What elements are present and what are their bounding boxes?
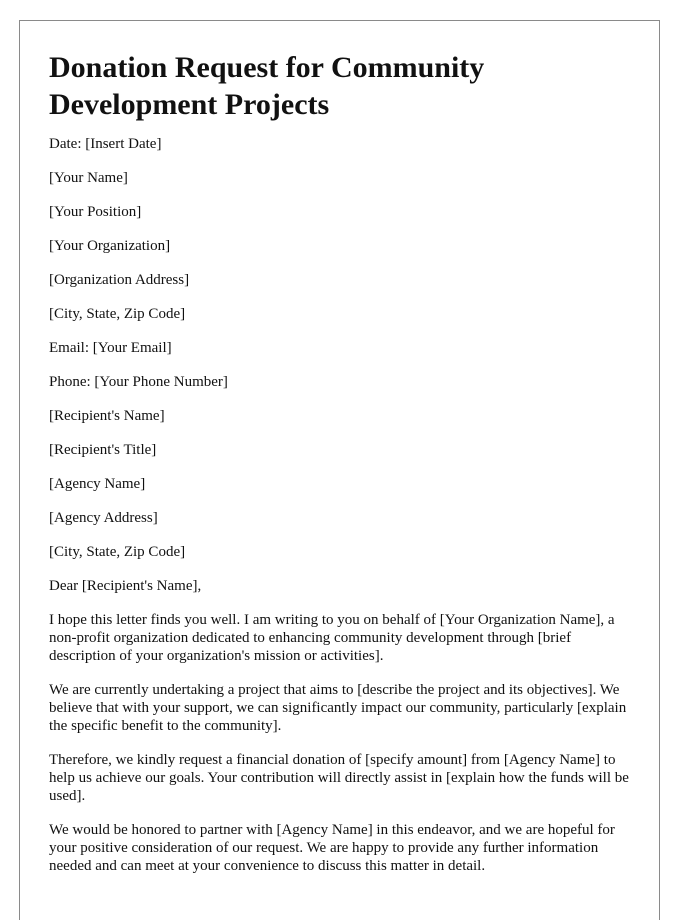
body-paragraph-closing: We would be honored to partner with [Agency Name] in this endeavor, and we are hopeful for your positive consideration of our request. We are happy to provide any further information needed and can meet at your convenience to discuss this matter in detail. xyxy=(49,822,615,874)
letter-title: Donation Request for Community Development Projects xyxy=(49,51,485,121)
body-paragraph-project: We are currently undertaking a project that aims to [describe the project and its objectives]. We believe that with your support, we can significantly impact our community, particularly [explain the specific benefit to the community]. xyxy=(49,682,627,734)
letter-page xyxy=(19,20,660,920)
date-line: Date: [Insert Date] xyxy=(49,136,162,152)
sender-email: Email: [Your Email] xyxy=(49,340,172,356)
sender-address: [Organization Address] xyxy=(49,272,190,288)
sender-position: [Your Position] xyxy=(49,204,142,220)
recipient-name: [Recipient's Name] xyxy=(49,408,165,424)
recipient-title: [Recipient's Title] xyxy=(49,442,157,458)
agency-address: [Agency Address] xyxy=(49,510,158,526)
letter-header xyxy=(49,135,630,595)
agency-city-state-zip: [City, State, Zip Code] xyxy=(49,544,186,560)
sender-phone: Phone: [Your Phone Number] xyxy=(49,374,228,390)
salutation: Dear [Recipient's Name], xyxy=(49,578,202,594)
body-paragraph-intro: I hope this letter finds you well. I am writing to you on behalf of [Your Organization Name], a non-profit organization dedicated to enhancing community development through [brief description of your organization's mission or activities]. xyxy=(49,612,615,664)
body-paragraph-request: Therefore, we kindly request a financial donation of [specify amount] from [Agency Name] to help us achieve our goals. Your contribution will directly assist in [explain how the funds will be used]. xyxy=(49,752,629,804)
agency-name: [Agency Name] xyxy=(49,476,146,492)
letter-body xyxy=(49,611,630,875)
sender-organization: [Your Organization] xyxy=(49,238,171,254)
sender-name: [Your Name] xyxy=(49,170,128,186)
sender-city-state-zip: [City, State, Zip Code] xyxy=(49,306,186,322)
